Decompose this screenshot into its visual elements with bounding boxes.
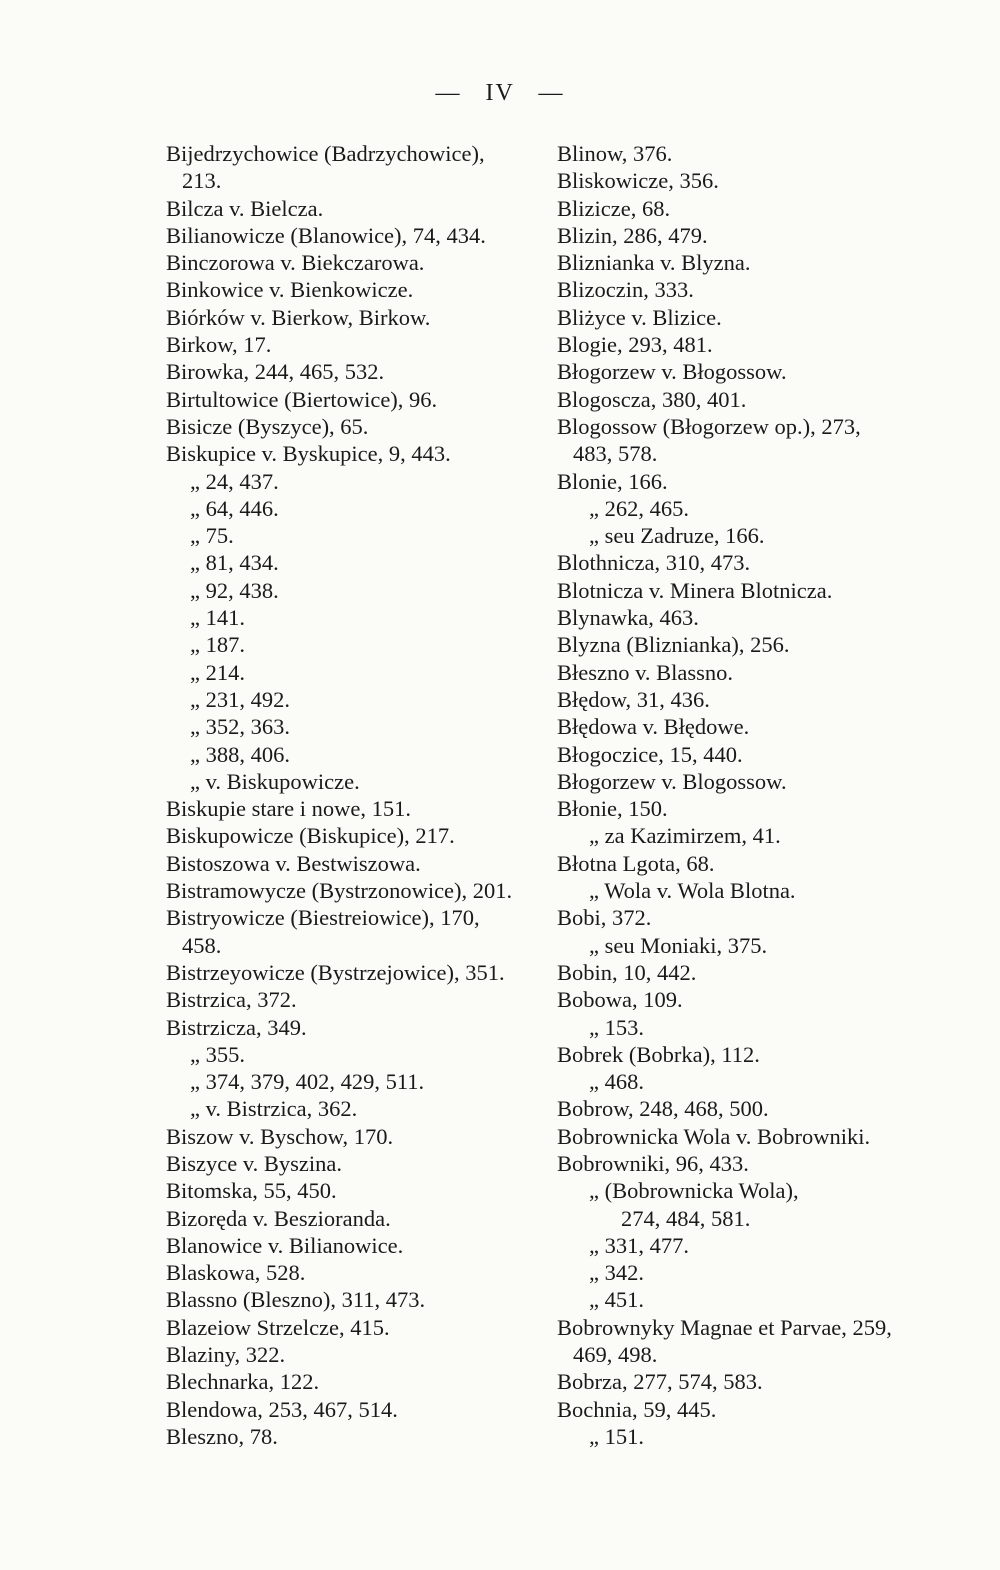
index-entry: „ 352, 363. (190, 714, 290, 740)
index-entry: Biszyce v. Byszina. (166, 1150, 343, 1176)
index-entry: Bisicze (Byszyce), 65. (166, 413, 369, 439)
index-entry: Błogoczice, 15, 440. (557, 741, 743, 767)
index-entry: Bizoręda v. Beszioranda. (166, 1205, 391, 1231)
index-entry: Błogorzew v. Błogossow. (557, 359, 787, 385)
index-column-right (557, 140, 957, 1450)
index-entry: Blothnicza, 310, 473. (557, 550, 751, 576)
index-entry: Blinow, 376. (557, 141, 673, 166)
index-entry: Birkow, 17. (166, 332, 272, 358)
index-entry: Biszow v. Byschow, 170. (166, 1123, 394, 1149)
page-number: IV (485, 80, 515, 106)
index-entry: „ seu Moniaki, 375. (589, 932, 768, 958)
index-entry: Bistryowicze (Biestreiowice), 170, (166, 905, 480, 931)
index-entry: „ 64, 446. (190, 495, 279, 521)
index-entry: Bistrzicza, 349. (166, 1014, 307, 1040)
header-dash-right: — (538, 80, 565, 106)
index-entry: 469, 498. (573, 1342, 658, 1368)
index-entry: Blaskowa, 528. (166, 1260, 306, 1286)
index-entry: „ 451. (589, 1287, 644, 1313)
index-entry: „ Wola v. Wola Blotna. (589, 878, 796, 904)
index-entry: Blazeiow Strzelcze, 415. (166, 1314, 390, 1340)
index-entry: Binkowice v. Bienkowicze. (166, 277, 414, 303)
index-entry: Blogoscza, 380, 401. (557, 386, 747, 412)
index-entry: Bistrzeyowicze (Bystrzejowice), 351. (166, 959, 505, 985)
index-entry: 483, 578. (573, 441, 658, 467)
index-entry: „ 141. (190, 605, 245, 631)
index-entry: Blotnicza v. Minera Blotnicza. (557, 577, 833, 603)
index-entry: Bobrowniki, 96, 433. (557, 1150, 749, 1176)
index-entry: „ seu Zadruze, 166. (589, 523, 765, 549)
index-entry: Bobrow, 248, 468, 500. (557, 1096, 769, 1122)
index-entry: Bobrownyky Magnae et Parvae, 259, (557, 1314, 892, 1340)
index-entry: Blizin, 286, 479. (557, 222, 708, 248)
index-entry: Bliżyce v. Blizice. (557, 304, 722, 330)
index-entry: Blassno (Bleszno), 311, 473. (166, 1287, 426, 1313)
index-entry: „ 24, 437. (190, 468, 279, 494)
index-entry: „ 374, 379, 402, 429, 511. (190, 1069, 425, 1095)
index-entry: Bobin, 10, 442. (557, 959, 697, 985)
index-entry: „ 262, 465. (589, 495, 689, 521)
index-entry: „ 151. (589, 1423, 644, 1449)
index-entry: Bitomska, 55, 450. (166, 1178, 337, 1204)
index-entry: „ 81, 434. (190, 550, 279, 576)
index-entry: Błeszno v. Blassno. (557, 659, 734, 685)
index-entry: Bistramowycze (Bystrzonowice), 201. (166, 878, 513, 904)
index-entry: Blogie, 293, 481. (557, 332, 713, 358)
index-entry: Błonie, 150. (557, 796, 668, 822)
index-entry: Błędow, 31, 436. (557, 686, 710, 712)
index-column-left (166, 140, 546, 1450)
index-entry: „ 331, 477. (589, 1232, 689, 1258)
index-entry: Bobi, 372. (557, 905, 652, 931)
index-entry: Blogossow (Błogorzew op.), 273, (557, 413, 861, 439)
index-entry: Bobowa, 109. (557, 987, 683, 1013)
index-entry: 274, 484, 581. (621, 1205, 751, 1231)
index-entry: „ 75. (190, 523, 234, 549)
index-entry: „ 153. (589, 1014, 644, 1040)
index-entry: „ v. Biskupowicze. (190, 768, 360, 794)
index-entry: Biskupie stare i nowe, 151. (166, 796, 411, 822)
index-entry: Bijedrzychowice (Badrzychowice), (166, 141, 485, 166)
index-entry: Blizoczin, 333. (557, 277, 694, 303)
index-entry: Blanowice v. Bilianowice. (166, 1232, 404, 1258)
index-entry: Bobrza, 277, 574, 583. (557, 1369, 763, 1395)
index-entry: Błędowa v. Błędowe. (557, 714, 750, 740)
index-entry: „ 214. (190, 659, 245, 685)
index-entry: Birtultowice (Biertowice), 96. (166, 386, 438, 412)
index-entry: „ 187. (190, 632, 245, 658)
index-entry: Bistrzica, 372. (166, 987, 297, 1013)
index-entry: „ za Kazimirzem, 41. (589, 823, 781, 849)
index-entry: Blizicze, 68. (557, 195, 671, 221)
index-entry: Blonie, 166. (557, 468, 668, 494)
index-entry: Błotna Lgota, 68. (557, 850, 715, 876)
page-header (0, 80, 1000, 107)
index-entry: Binczorowa v. Biekczarowa. (166, 250, 425, 276)
index-entry: Biskupowicze (Biskupice), 217. (166, 823, 455, 849)
index-entry: Blyzna (Bliznianka), 256. (557, 632, 790, 658)
index-entry: Bistoszowa v. Bestwiszowa. (166, 850, 421, 876)
index-entry: Blynawka, 463. (557, 605, 699, 631)
header-dash-left: — (435, 80, 462, 106)
index-entry: „ 231, 492. (190, 686, 290, 712)
index-entry: Bilcza v. Bielcza. (166, 195, 324, 221)
index-entry: Błogorzew v. Blogossow. (557, 768, 787, 794)
index-entry: Bilianowicze (Blanowice), 74, 434. (166, 222, 486, 248)
index-entry: Bobrownicka Wola v. Bobrowniki. (557, 1123, 871, 1149)
index-entry: Bochnia, 59, 445. (557, 1396, 717, 1422)
index-entry: Bliskowicze, 356. (557, 168, 719, 194)
index-entry: „ v. Bistrzica, 362. (190, 1096, 358, 1122)
index-entry: Birowka, 244, 465, 532. (166, 359, 385, 385)
index-entry: Blendowa, 253, 467, 514. (166, 1396, 398, 1422)
index-entry: Blechnarka, 122. (166, 1369, 320, 1395)
index-entry: „ (Bobrownicka Wola), (589, 1178, 799, 1204)
index-entry: „ 388, 406. (190, 741, 290, 767)
index-entry: „ 92, 438. (190, 577, 279, 603)
index-entry: 458. (182, 932, 222, 958)
index-entry: 213. (182, 168, 222, 194)
index-entry: „ 355. (190, 1041, 245, 1067)
index-entry: „ 342. (589, 1260, 644, 1286)
index-entry: Bliznianka v. Blyzna. (557, 250, 751, 276)
index-entry: Blaziny, 322. (166, 1342, 286, 1368)
index-entry: Biórków v. Bierkow, Birkow. (166, 304, 431, 330)
index-entry: Biskupice v. Byskupice, 9, 443. (166, 441, 451, 467)
index-entry: „ 468. (589, 1069, 644, 1095)
index-entry: Bleszno, 78. (166, 1423, 278, 1449)
index-entry: Bobrek (Bobrka), 112. (557, 1041, 760, 1067)
